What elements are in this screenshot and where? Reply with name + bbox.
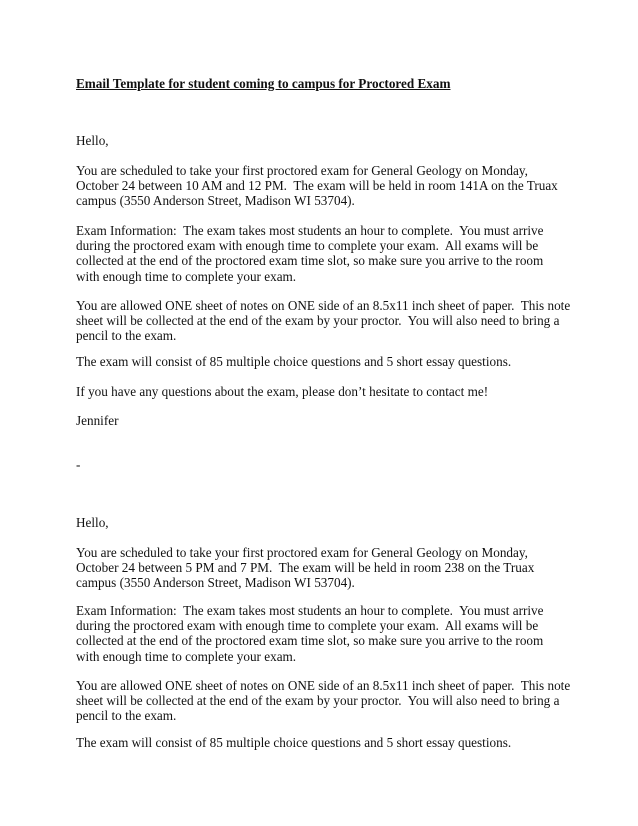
- template-2-notes-line: sheet will be collected at the end of the exam by your proctor. You will also need to bring a: [76, 693, 560, 709]
- template-1-schedule-line: You are scheduled to take your first proctored exam for General Geology on Monday,: [76, 163, 528, 178]
- template-1-schedule-line: campus (3550 Anderson Street, Madison WI 53704).: [76, 193, 355, 209]
- template-2-notes-paragraph: [76, 678, 576, 724]
- template-1-contact: If you have any questions about the exam, please don’t hesitate to contact me!: [76, 384, 489, 399]
- template-1-schedule-paragraph: [76, 163, 576, 209]
- template-1-exam-info-line: during the proctored exam with enough time to complete your exam. All exams will be: [76, 238, 539, 254]
- document-title: Email Template for student coming to campus for Proctored Exam: [76, 76, 451, 91]
- template-2-greeting: Hello,: [76, 515, 109, 530]
- template-1-question-count: The exam will consist of 85 multiple choice questions and 5 short essay questions.: [76, 354, 512, 369]
- template-2-exam-info-line: during the proctored exam with enough time to complete your exam. All exams will be: [76, 618, 539, 634]
- template-1-greeting: Hello,: [76, 133, 109, 148]
- template-2-schedule-line: campus (3550 Anderson Street, Madison WI 53704).: [76, 575, 355, 591]
- template-1-exam-info-paragraph: [76, 223, 576, 284]
- template-1-notes-line: pencil to the exam.: [76, 328, 177, 344]
- template-separator: -: [76, 457, 81, 472]
- template-1-notes-line: You are allowed ONE sheet of notes on ONE side of an 8.5x11 inch sheet of paper. This note: [76, 298, 571, 313]
- template-2-schedule-line: October 24 between 5 PM and 7 PM. The exam will be held in room 238 on the Truax: [76, 560, 535, 576]
- template-1-exam-info-line: Exam Information: The exam takes most students an hour to complete. You must arrive: [76, 223, 544, 238]
- template-1-schedule-line: October 24 between 10 AM and 12 PM. The exam will be held in room 141A on the Truax: [76, 178, 558, 194]
- template-2-exam-info-paragraph: [76, 603, 576, 664]
- template-2-schedule-line: You are scheduled to take your first proctored exam for General Geology on Monday,: [76, 545, 528, 560]
- template-1-signature: Jennifer: [76, 413, 119, 428]
- template-2-notes-line: You are allowed ONE sheet of notes on ONE side of an 8.5x11 inch sheet of paper. This note: [76, 678, 571, 693]
- template-2-schedule-paragraph: [76, 545, 576, 591]
- template-2-question-count: The exam will consist of 85 multiple choice questions and 5 short essay questions.: [76, 735, 512, 750]
- template-2-exam-info-line: collected at the end of the proctored exam time slot, so make sure you arrive to the room: [76, 633, 544, 649]
- template-2-notes-line: pencil to the exam.: [76, 708, 177, 724]
- template-1-exam-info-line: collected at the end of the proctored exam time slot, so make sure you arrive to the room: [76, 253, 544, 269]
- template-1-notes-paragraph: [76, 298, 576, 344]
- template-1-exam-info-line: with enough time to complete your exam.: [76, 268, 297, 284]
- template-1-notes-line: sheet will be collected at the end of the exam by your proctor. You will also need to bring a: [76, 313, 560, 329]
- template-2-exam-info-line: with enough time to complete your exam.: [76, 648, 297, 664]
- template-2-exam-info-line: Exam Information: The exam takes most students an hour to complete. You must arrive: [76, 603, 544, 618]
